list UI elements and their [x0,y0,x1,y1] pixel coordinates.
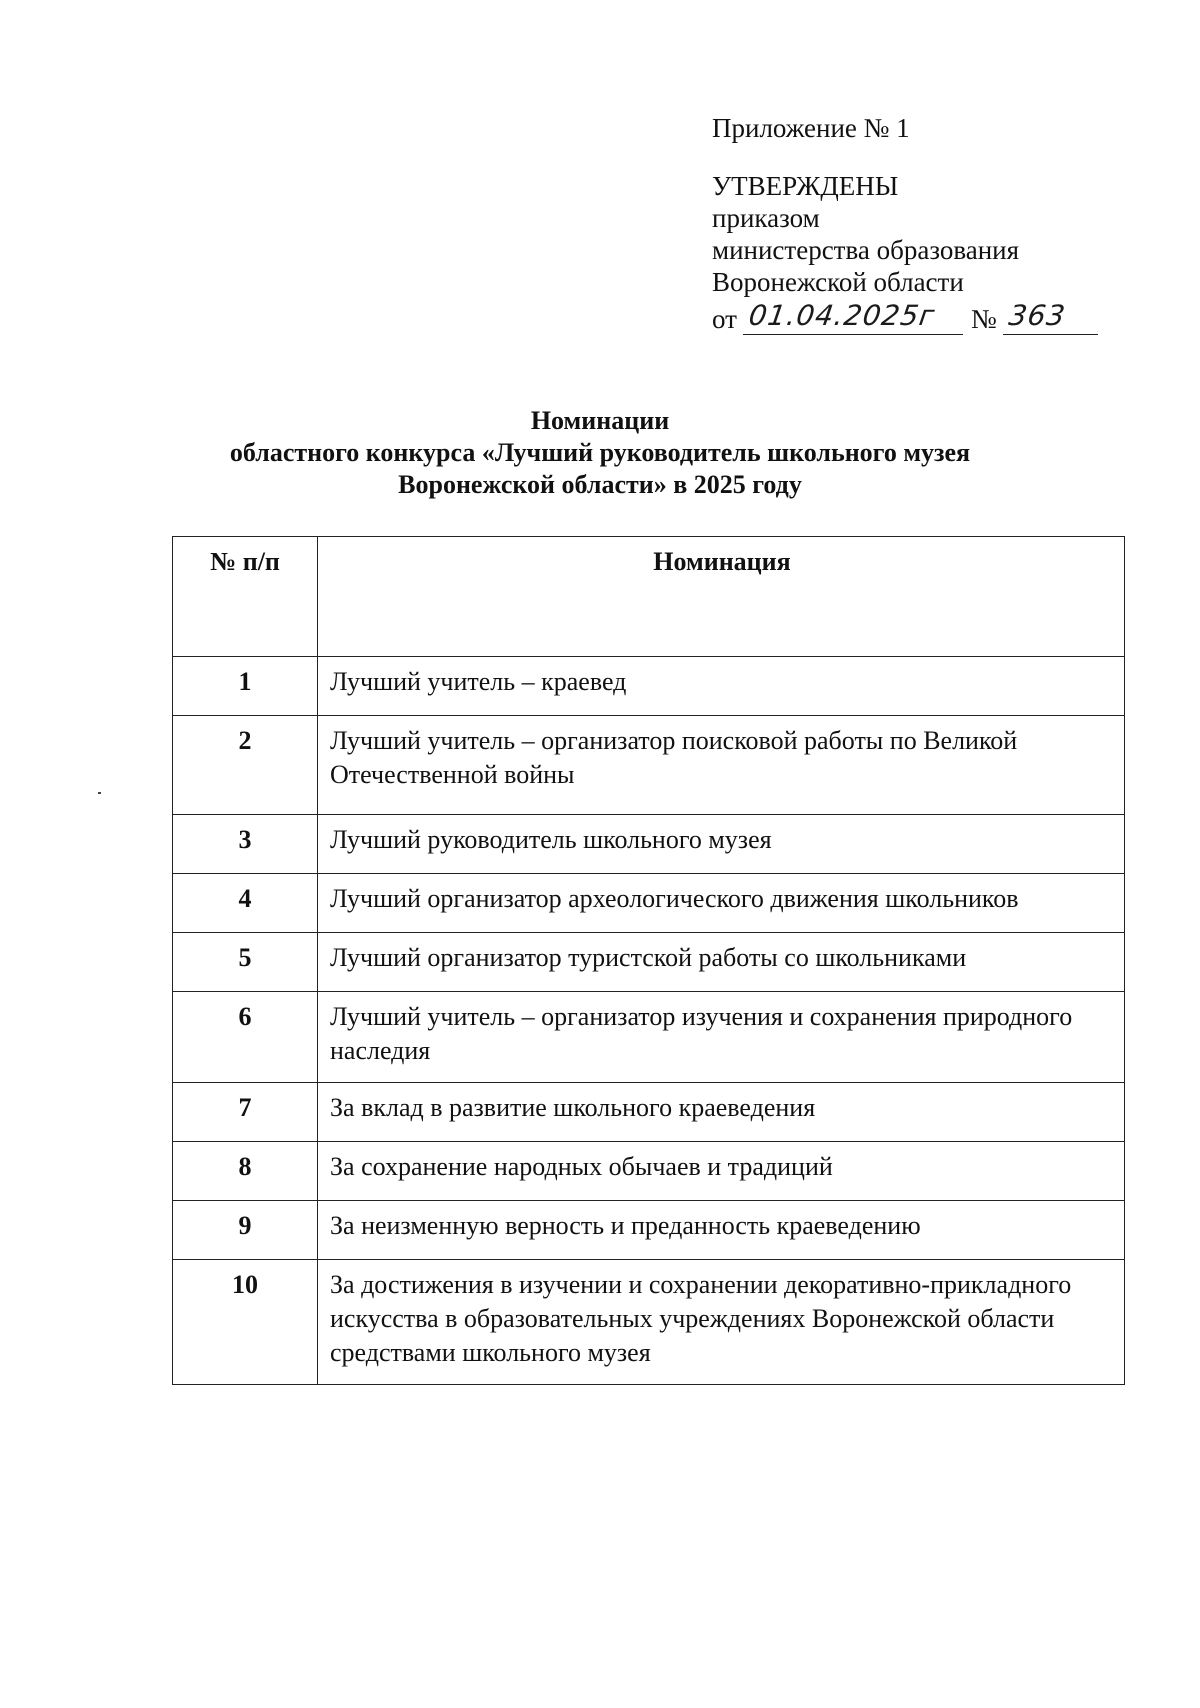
row-name: Лучший организатор туристской работы со школьниками [318,933,1125,992]
header-name: Номинация [318,537,1125,657]
row-name: Лучший руководитель школьного музея [318,815,1125,874]
scan-speck [98,792,101,794]
approved-label: УТВЕРЖДЕНЫ [712,171,899,201]
row-num: 4 [173,874,318,933]
row-name: Лучший учитель – организатор изучения и сохранения природного наследия [318,992,1125,1083]
row-num: 6 [173,992,318,1083]
row-num: 7 [173,1083,318,1142]
header-num: № п/п [173,537,318,657]
date-field [743,300,963,335]
row-num: 3 [173,815,318,874]
table-row [173,1142,1125,1201]
approval-line-order: приказом [712,203,820,233]
approval-line-ministry: министерства образования [712,235,1020,265]
table-row [173,815,1125,874]
table-row [173,1201,1125,1260]
row-num: 10 [173,1260,318,1385]
table-row [173,1260,1125,1385]
row-name: Лучший организатор археологического движения школьников [318,874,1125,933]
row-num: 5 [173,933,318,992]
title-line-3: Воронежской области» в 2025 году [398,470,802,499]
row-name: Лучший учитель – организатор поисковой работы по Великой Отечественной войны [318,716,1125,815]
row-num: 1 [173,657,318,716]
table-row [173,716,1125,815]
table-header-row [173,537,1125,657]
title-line-2: областного конкурса «Лучший руководитель школьного музея [229,438,971,467]
table-row [173,933,1125,992]
approval-line-region: Воронежской области [712,267,964,297]
table-row [173,1083,1125,1142]
title-line-1: Номинации [530,406,670,435]
number-prefix: № [970,304,997,334]
row-name: За неизменную верность и преданность краеведению [318,1201,1125,1260]
approval-block [712,112,1098,335]
row-num: 8 [173,1142,318,1201]
handwritten-date: 01.04.2025г [746,299,938,332]
row-name: За сохранение народных обычаев и традиций [318,1142,1125,1201]
nominations-table [172,536,1125,1385]
appendix-label: Приложение № 1 [712,113,910,143]
document-title [0,405,1200,501]
date-prefix: от [712,304,737,334]
row-name: За достижения в изучении и сохранении декоративно-прикладного искусства в образовательных учреждениях Воронежской области средствами школьного музея [318,1260,1125,1385]
row-name: Лучший учитель – краевед [318,657,1125,716]
table-row [173,992,1125,1083]
row-num: 9 [173,1201,318,1260]
table-row [173,874,1125,933]
row-name: За вклад в развитие школьного краеведения [318,1083,1125,1142]
approval-date-line [712,300,1098,335]
row-num: 2 [173,716,318,815]
table-row [173,657,1125,716]
handwritten-number: 363 [1006,299,1068,332]
number-field [1003,300,1098,335]
